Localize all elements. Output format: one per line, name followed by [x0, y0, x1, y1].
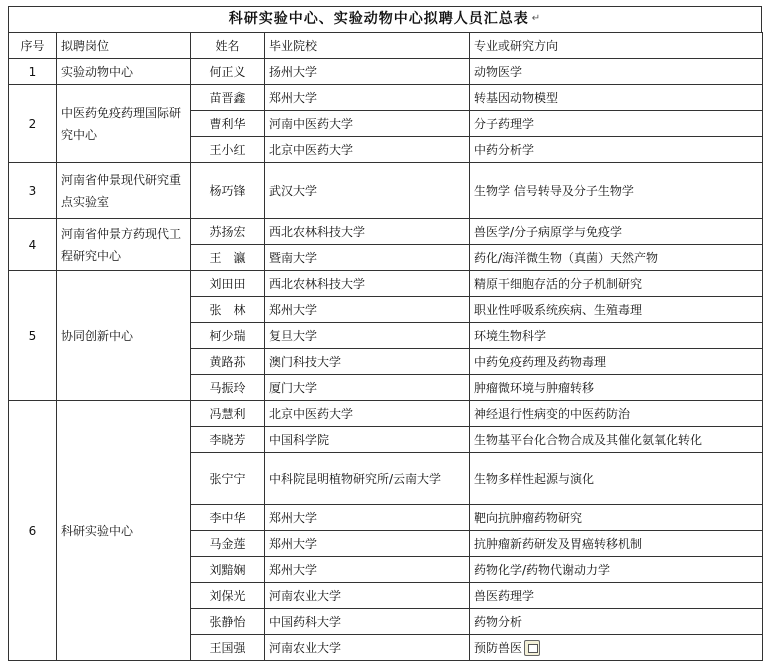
table-row	[9, 219, 763, 245]
name-cell: 柯少瑞	[191, 323, 265, 349]
major-cell	[470, 245, 763, 271]
name-cell: 王国强	[191, 635, 265, 661]
name-cell: 何正义	[191, 59, 265, 85]
school-cell: 中国药科大学	[265, 609, 470, 635]
major-text: 生物基平台化合物合成及其催化氨氧化转化	[474, 432, 703, 447]
major-cell	[470, 505, 763, 531]
school-cell: 扬州大学	[265, 59, 470, 85]
major-text: 靶向抗肿瘤药物研究	[474, 510, 583, 525]
name-cell: 王小红	[191, 137, 265, 163]
major-text: 预防兽医	[474, 640, 523, 655]
school-cell: 郑州大学	[265, 297, 470, 323]
table-row	[9, 163, 763, 219]
header-major: 专业或研究方向	[470, 33, 763, 59]
school-cell: 河南农业大学	[265, 635, 470, 661]
seq-cell: 2	[9, 85, 57, 163]
personnel-table	[8, 32, 763, 661]
major-text: 生物学 信号转导及分子生物学	[474, 183, 634, 198]
major-cell	[470, 609, 763, 635]
school-cell: 河南农业大学	[265, 583, 470, 609]
major-cell	[470, 349, 763, 375]
school-cell: 郑州大学	[265, 505, 470, 531]
school-cell: 北京中医药大学	[265, 137, 470, 163]
major-text: 分子药理学	[474, 116, 535, 131]
school-cell: 厦门大学	[265, 375, 470, 401]
major-text: 兽医药理学	[474, 588, 535, 603]
major-text: 生物多样性起源与演化	[474, 471, 595, 486]
position-cell: 实验动物中心	[57, 59, 191, 85]
name-cell: 张宁宁	[191, 453, 265, 505]
position-cell: 协同创新中心	[57, 271, 191, 401]
major-text: 转基因动物模型	[474, 90, 559, 105]
major-cell	[470, 111, 763, 137]
table-title	[8, 6, 762, 32]
major-text: 环境生物科学	[474, 328, 547, 343]
school-cell: 复旦大学	[265, 323, 470, 349]
name-cell: 苗晋鑫	[191, 85, 265, 111]
header-seq: 序号	[9, 33, 57, 59]
major-cell	[470, 137, 763, 163]
major-text: 药物分析	[474, 614, 523, 629]
major-cell	[470, 401, 763, 427]
school-cell: 郑州大学	[265, 531, 470, 557]
name-cell: 杨巧锋	[191, 163, 265, 219]
major-cell	[470, 219, 763, 245]
paste-options-icon[interactable]	[524, 640, 540, 656]
name-cell: 马振玲	[191, 375, 265, 401]
seq-cell: 1	[9, 59, 57, 85]
name-cell: 苏扬宏	[191, 219, 265, 245]
seq-cell: 3	[9, 163, 57, 219]
major-text: 药物化学/药物代谢动力学	[474, 562, 611, 577]
header-school: 毕业院校	[265, 33, 470, 59]
major-text: 职业性呼吸系统疾病、生殖毒理	[474, 302, 643, 317]
school-cell: 中国科学院	[265, 427, 470, 453]
school-cell: 西北农林科技大学	[265, 219, 470, 245]
school-cell: 中科院昆明植物研究所/云南大学	[265, 453, 470, 505]
major-text: 神经退行性病变的中医药防治	[474, 406, 631, 421]
school-cell: 北京中医药大学	[265, 401, 470, 427]
major-text: 中药分析学	[474, 142, 535, 157]
table-row	[9, 59, 763, 85]
major-text: 中药免疫药理及药物毒理	[474, 354, 607, 369]
name-cell: 李晓芳	[191, 427, 265, 453]
major-text: 药化/海洋微生物（真菌）天然产物	[474, 250, 659, 265]
position-cell: 河南省仲景方药现代工程研究中心	[57, 219, 191, 271]
header-position: 拟聘岗位	[57, 33, 191, 59]
name-cell: 李中华	[191, 505, 265, 531]
major-text: 肿瘤微环境与肿瘤转移	[474, 380, 595, 395]
major-cell	[470, 635, 763, 661]
header-name: 姓名	[191, 33, 265, 59]
table-row	[9, 85, 763, 111]
name-cell: 王 瀛	[191, 245, 265, 271]
major-text: 抗肿瘤新药研发及胃癌转移机制	[474, 536, 643, 551]
table-title-text: 科研实验中心、实验动物中心拟聘人员汇总表	[228, 11, 529, 27]
name-cell: 刘保光	[191, 583, 265, 609]
major-cell	[470, 271, 763, 297]
school-cell: 武汉大学	[265, 163, 470, 219]
seq-cell: 5	[9, 271, 57, 401]
paragraph-mark: ↵	[531, 13, 542, 24]
table-row	[9, 271, 763, 297]
position-cell: 中医药免疫药理国际研究中心	[57, 85, 191, 163]
major-cell	[470, 375, 763, 401]
position-cell: 科研实验中心	[57, 401, 191, 661]
name-cell: 刘黯娴	[191, 557, 265, 583]
major-cell	[470, 323, 763, 349]
major-cell	[470, 163, 763, 219]
school-cell: 澳门科技大学	[265, 349, 470, 375]
major-cell	[470, 59, 763, 85]
major-text: 兽医学/分子病原学与免疫学	[474, 224, 623, 239]
name-cell: 张 林	[191, 297, 265, 323]
seq-cell: 4	[9, 219, 57, 271]
school-cell: 郑州大学	[265, 557, 470, 583]
major-text: 动物医学	[474, 64, 523, 79]
name-cell: 黄路荪	[191, 349, 265, 375]
major-text: 精原干细胞存活的分子机制研究	[474, 276, 643, 291]
major-cell	[470, 297, 763, 323]
major-cell	[470, 427, 763, 453]
major-cell	[470, 85, 763, 111]
name-cell: 马金莲	[191, 531, 265, 557]
major-cell	[470, 557, 763, 583]
major-cell	[470, 531, 763, 557]
school-cell: 河南中医药大学	[265, 111, 470, 137]
name-cell: 曹利华	[191, 111, 265, 137]
major-cell	[470, 453, 763, 505]
name-cell: 冯慧利	[191, 401, 265, 427]
name-cell: 刘田田	[191, 271, 265, 297]
position-cell: 河南省仲景现代研究重点实验室	[57, 163, 191, 219]
table-row	[9, 401, 763, 427]
name-cell: 张静怡	[191, 609, 265, 635]
major-cell	[470, 583, 763, 609]
seq-cell: 6	[9, 401, 57, 661]
header-row	[9, 33, 763, 59]
school-cell: 西北农林科技大学	[265, 271, 470, 297]
school-cell: 暨南大学	[265, 245, 470, 271]
school-cell: 郑州大学	[265, 85, 470, 111]
